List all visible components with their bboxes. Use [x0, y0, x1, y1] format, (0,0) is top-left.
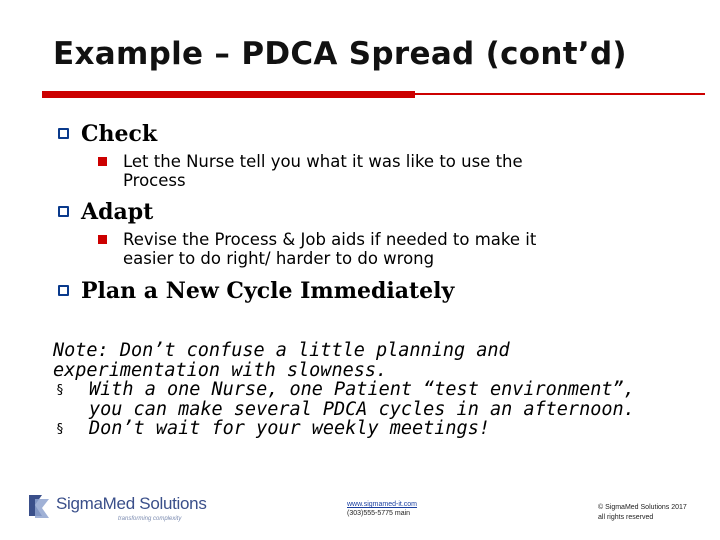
note-bullet: [53, 419, 635, 439]
square-bullet-icon: [98, 235, 107, 244]
title-underline-thin: [415, 93, 705, 95]
section-bullet-icon: §: [56, 383, 64, 398]
footer-copyright: [598, 503, 687, 523]
footer-contact: [347, 500, 417, 518]
title-underline-thick: [42, 91, 415, 98]
bullet-adapt-label: Adapt: [81, 199, 154, 225]
bullet-check: [58, 121, 157, 147]
note-bullet-line: Don’t wait for your weekly meetings!: [89, 418, 490, 439]
checkbox-bullet-icon: [58, 128, 69, 139]
sub-bullet-adapt: [98, 230, 536, 268]
rights-text: all rights reserved: [598, 514, 654, 521]
note-bullet-line: With a one Nurse, one Patient “test environment”,: [89, 379, 635, 400]
logo-tagline: transforming complexity: [118, 516, 182, 522]
sub-bullet-line: Let the Nurse tell you what it was like to use the: [123, 152, 523, 171]
copyright-text: © SigmaMed Solutions 2017: [598, 504, 687, 511]
bullet-check-label: Check: [81, 121, 158, 147]
bullet-plan: [58, 278, 454, 304]
square-bullet-icon: [98, 157, 107, 166]
checkbox-bullet-icon: [58, 285, 69, 296]
sub-bullet-line: easier to do right/ harder to do wrong: [123, 249, 435, 268]
note-line: experimentation with slowness.: [53, 359, 388, 381]
note-block: [53, 341, 635, 439]
slide-title: Example – PDCA Spread (cont’d): [53, 36, 627, 72]
checkbox-bullet-icon: [58, 206, 69, 217]
website-link[interactable]: www.sigmamed-it.com: [347, 501, 418, 508]
note-line: Note: Don’t confuse a little planning and: [53, 340, 510, 361]
sub-bullet-check: [98, 152, 523, 190]
sub-bullet-line: Revise the Process & Job aids if needed to make it: [123, 230, 537, 249]
sub-bullet-line: Process: [123, 171, 186, 190]
sigma-logo-icon: [26, 492, 52, 520]
phone-number: (303)555-5775 main: [347, 510, 411, 517]
note-bullet-line: you can make several PDCA cycles in an afternoon.: [89, 398, 635, 420]
note-bullet: [53, 380, 635, 419]
bullet-adapt: [58, 199, 153, 225]
section-bullet-icon: §: [56, 422, 64, 437]
logo-name: SigmaMed Solutions: [56, 494, 207, 513]
bullet-plan-label: Plan a New Cycle Immediately: [81, 278, 455, 304]
company-logo: [26, 490, 216, 526]
